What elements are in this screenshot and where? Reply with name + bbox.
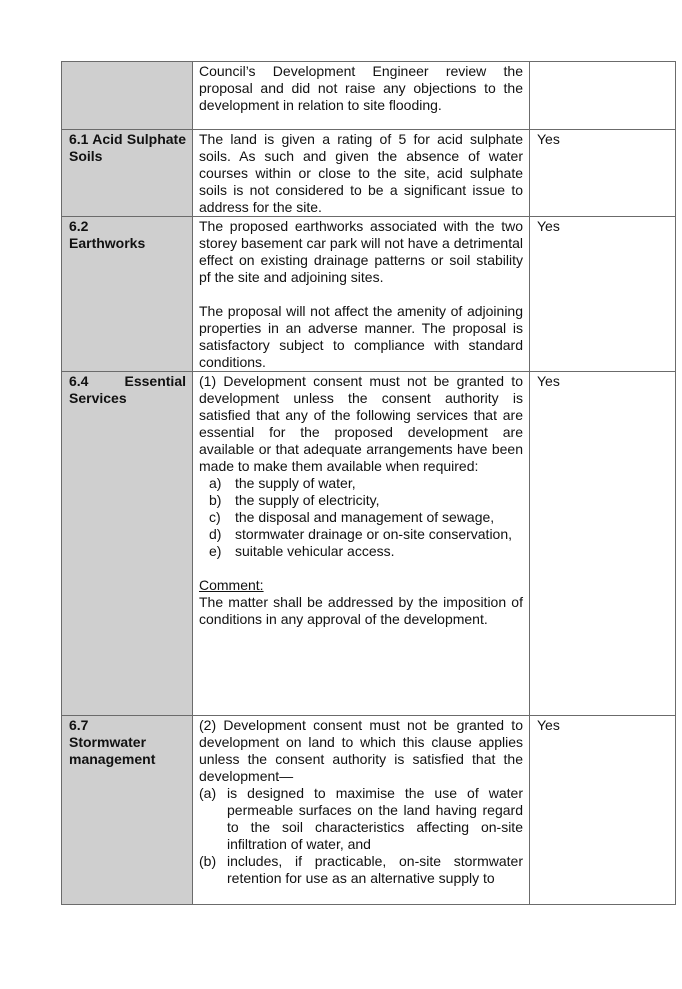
paragraph: (1) Development consent must not be granted to development unless the consent authority is satisfied that any of the following services that are essential for the proposed development are available or that adequate arrangements have been made to make them available when required: [199,373,523,474]
section-heading: 6.4 Essential Services [69,373,186,406]
paragraph: The proposal will not affect the amenity of adjoining properties in an adverse manner. The proposal is satisfactory subject to compliance with standard conditions. [199,303,523,370]
paragraph: The proposed earthworks associated with the two storey basement car park will not have a detrimental effect on existing drainage patterns or soil stability pf the site and adjoining sites. [199,218,523,285]
paragraph: The land is given a rating of 5 for acid sulphate soils. As such and given the absence of water courses within or close to the site, acid sulphate soils is not considered to be a significant issue to address for the site. [199,131,523,215]
table-row [62,372,676,716]
row-heading-cell [62,217,193,372]
list-item: (a) is designed to maximise the use of water permeable surfaces on the land having regard to the soil characteristics affecting on-site infiltration of water, and [199,785,523,852]
list-item: d) stormwater drainage or on-site conservation, [209,526,513,542]
table-row [62,130,676,217]
comment-label: Comment: [199,577,264,593]
list-item: (b) includes, if practicable, on-site stormwater retention for use as an alternative supply to [199,853,523,886]
comment-text: The matter shall be addressed by the imposition of conditions in any approval of the development. [199,594,523,627]
section-heading: 6.7 Stormwater management [69,717,156,767]
row-content-cell [193,217,530,372]
compliance-cell: Yes [530,372,676,716]
paragraph: (2) Development consent must not be granted to development on land to which this clause applies unless the consent authority is satisfied that the development— [199,717,523,784]
row-content-cell [193,130,530,217]
compliance-cell [530,62,676,130]
row-heading-cell [62,372,193,716]
row-heading-cell [62,62,193,130]
paragraph: Council’s Development Engineer review the proposal and did not raise any objections to the development in relation to site flooding. [199,63,523,113]
list-item: b) the supply of electricity, [209,492,380,508]
row-heading-cell [62,716,193,905]
row-heading-cell [62,130,193,217]
row-content-cell [193,62,530,130]
compliance-cell: Yes [530,217,676,372]
table-row [62,62,676,130]
section-heading: 6.1 Acid Sulphate Soils [69,131,186,164]
row-content-cell [193,716,530,905]
table-row [62,217,676,372]
row-content-cell [193,372,530,716]
compliance-cell: Yes [530,130,676,217]
table-row [62,716,676,905]
section-heading: 6.2 Earthworks [69,218,146,251]
list-item: a) the supply of water, [209,475,356,491]
services-list [199,475,523,560]
requirements-list [199,785,523,887]
list-item: c) the disposal and management of sewage, [209,509,495,525]
compliance-table [61,61,676,905]
list-item: e) suitable vehicular access. [209,543,395,559]
compliance-cell: Yes [530,716,676,905]
